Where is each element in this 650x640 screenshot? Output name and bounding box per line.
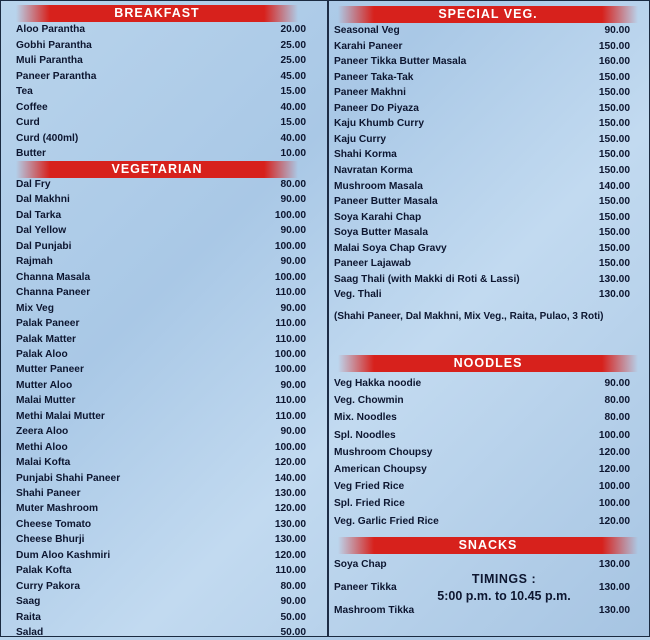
menu-item-row	[8, 501, 308, 516]
left-column	[8, 0, 308, 637]
menu-item-row	[334, 514, 632, 529]
menu-item-price: 160.00	[598, 56, 630, 68]
menu-item-row	[334, 85, 632, 100]
menu-item-price: 140.00	[274, 472, 306, 484]
menu-item-row	[334, 54, 632, 69]
menu-item-name: Methi Malai Mutter	[16, 410, 105, 422]
column-divider	[327, 0, 329, 637]
menu-item-row	[8, 53, 308, 68]
menu-item-name: Dal Tarka	[16, 209, 62, 221]
menu-item-price: 130.00	[274, 534, 306, 546]
menu-item-name: Dal Fry	[16, 179, 51, 190]
menu-item-name: Cheese Tomato	[16, 518, 92, 530]
menu-item-price: 120.00	[598, 464, 630, 475]
menu-item-row	[334, 272, 632, 287]
menu-item-price: 40.00	[280, 132, 306, 144]
menu-item-row	[334, 163, 632, 178]
menu-item-row	[334, 194, 632, 209]
menu-item-row	[8, 548, 308, 563]
menu-item-name: Paneer Tikka	[334, 582, 397, 593]
menu-item-price: 90.00	[280, 596, 306, 608]
menu-item-price: 50.00	[280, 611, 306, 623]
menu-item-price: 130.00	[598, 605, 630, 616]
menu-item-price: 130.00	[598, 273, 630, 285]
menu-item-name: Rajmah	[16, 256, 53, 268]
menu-item-name: Karahi Paneer	[334, 40, 403, 52]
menu-item-row	[8, 146, 308, 161]
menu-item-row	[8, 270, 308, 285]
menu-item-row	[334, 70, 632, 85]
menu-item-name: Soya Butter Masala	[334, 227, 428, 239]
timings-block	[424, 572, 584, 603]
menu-item-name: Palak Paneer	[16, 318, 80, 330]
menu-item-row	[8, 579, 308, 594]
menu-item-name: Shahi Paneer	[16, 488, 81, 499]
menu-item-name: Punjabi Shahi Paneer	[16, 472, 121, 484]
menu-item-row	[8, 69, 308, 84]
menu-item-price: 150.00	[598, 196, 630, 208]
menu-item-name: Malai Mutter	[16, 395, 76, 407]
menu-item-name: Soya Chap	[334, 559, 387, 570]
menu-item-price: 150.00	[598, 71, 630, 83]
menu-item-row	[8, 177, 308, 192]
menu-item-row	[8, 471, 308, 486]
menu-item-name: Salad	[16, 627, 44, 639]
menu-item-row	[8, 316, 308, 331]
menu-item-row	[8, 301, 308, 316]
menu-item-price: 100.00	[274, 364, 306, 376]
timings-label: TIMINGS :	[471, 572, 537, 586]
menu-item-name: Paneer Parantha	[16, 70, 97, 82]
noodles-banner: NOODLES	[338, 355, 638, 372]
menu-item-name: Seasonal Veg	[334, 25, 400, 36]
menu-item-name: Tea	[16, 86, 33, 97]
menu-item-price: 150.00	[598, 164, 630, 176]
menu-item-price: 90.00	[280, 426, 306, 438]
menu-item-name: Paneer Butter Masala	[334, 196, 438, 208]
breakfast-banner: BREAKFAST	[16, 5, 298, 22]
menu-item-name: Mix. Noodles	[334, 412, 397, 424]
menu-item-price: 150.00	[598, 118, 630, 130]
menu-item-name: Dal Makhni	[16, 194, 70, 206]
menu-item-price: 100.00	[598, 498, 630, 510]
menu-item-name: Dal Yellow	[16, 225, 67, 237]
menu-item-row	[334, 410, 632, 425]
menu-item-name: Veg Hakka noodie	[334, 378, 422, 389]
menu-item-price: 100.00	[274, 209, 306, 221]
menu-item-row	[8, 100, 308, 115]
menu-item-name: Channa Masala	[16, 271, 91, 283]
menu-item-row	[334, 496, 632, 511]
menu-item-name: Mutter Paneer	[16, 364, 84, 376]
menu-item-name: Mushroom Choupsy	[334, 446, 433, 458]
menu-item-row	[8, 332, 308, 347]
menu-item-name: Palak Aloo	[16, 348, 68, 360]
menu-item-name: Paneer Taka-Tak	[334, 71, 414, 83]
menu-item-price: 100.00	[274, 348, 306, 360]
menu-item-name: Veg. Chowmin	[334, 395, 404, 407]
menu-item-row	[334, 462, 632, 477]
menu-item-row	[334, 179, 632, 194]
menu-item-price: 130.00	[274, 518, 306, 530]
menu-item-row	[334, 23, 632, 38]
menu-item-name: Coffee	[16, 101, 48, 113]
menu-item-row	[8, 532, 308, 547]
menu-item-price: 150.00	[598, 40, 630, 52]
menu-item-name: Curd (400ml)	[16, 132, 79, 144]
menu-item-price: 130.00	[274, 488, 306, 499]
menu-item-price: 120.00	[274, 503, 306, 515]
menu-item-price: 150.00	[598, 227, 630, 239]
menu-item-row	[334, 225, 632, 240]
menu-item-name: Spl. Noodles	[334, 429, 396, 441]
menu-item-row	[8, 254, 308, 269]
menu-item-row	[8, 192, 308, 207]
menu-item-price: 110.00	[275, 565, 306, 577]
snacks-banner: SNACKS	[338, 537, 638, 554]
menu-item-price: 90.00	[280, 379, 306, 391]
menu-item-name: Saag Thali (with Makki di Roti & Lassi)	[334, 273, 520, 285]
menu-item-name: Cheese Bhurji	[16, 534, 85, 546]
menu-item-name: Malai Kofta	[16, 457, 71, 469]
menu-item-name: Veg. Garlic Fried Rice	[334, 515, 439, 527]
menu-item-row	[8, 455, 308, 470]
menu-item-row	[334, 256, 632, 271]
menu-item-price: 45.00	[280, 70, 306, 82]
menu-item-name: Palak Matter	[16, 333, 77, 345]
menu-item-row	[8, 223, 308, 238]
menu-item-price: 90.00	[280, 225, 306, 237]
menu-item-row	[8, 362, 308, 377]
menu-item-name: Dum Aloo Kashmiri	[16, 549, 111, 561]
menu-item-price: 90.00	[604, 25, 630, 36]
menu-item-price: 110.00	[275, 318, 306, 330]
menu-item-name: Butter	[16, 148, 46, 159]
menu-item-name: Dal Punjabi	[16, 240, 72, 252]
right-column	[334, 0, 632, 637]
menu-item-row	[8, 594, 308, 609]
menu-item-price: 80.00	[280, 179, 306, 190]
menu-item-price: 25.00	[280, 39, 306, 51]
menu-item-row	[334, 147, 632, 162]
menu-item-price: 100.00	[274, 240, 306, 252]
menu-item-name: Paneer Lajawab	[334, 258, 412, 270]
menu-item-row	[334, 101, 632, 116]
menu-item-row	[334, 428, 632, 443]
menu-item-price: 100.00	[274, 441, 306, 453]
menu-item-price: 110.00	[275, 333, 306, 345]
menu-item-row	[8, 625, 308, 640]
menu-item-row	[334, 603, 632, 618]
menu-item-price: 100.00	[274, 271, 306, 283]
menu-item-price: 10.00	[280, 148, 306, 159]
menu-item-name: Paneer Makhni	[334, 87, 406, 99]
menu-item-row	[334, 116, 632, 131]
thali-note: (Shahi Paneer, Dal Makhni, Mix Veg., Raita, Pulao, 3 Roti)	[334, 311, 604, 322]
menu-item-name: Paneer Do Piyaza	[334, 102, 419, 114]
menu-item-row	[334, 557, 632, 572]
menu-item-name: Soya Karahi Chap	[334, 211, 422, 223]
menu-item-price: 120.00	[274, 549, 306, 561]
menu-item-price: 130.00	[598, 582, 630, 593]
menu-item-price: 15.00	[280, 86, 306, 97]
menu-item-row	[8, 610, 308, 625]
menu-item-price: 90.00	[604, 378, 630, 389]
menu-item-row	[334, 393, 632, 408]
menu-item-price: 150.00	[598, 149, 630, 161]
menu-item-row	[8, 115, 308, 130]
menu-item-price: 100.00	[598, 429, 630, 441]
menu-item-price: 80.00	[604, 412, 630, 424]
menu-item-name: Navratan Korma	[334, 164, 413, 176]
menu-item-row	[8, 393, 308, 408]
vegetarian-banner: VEGETARIAN	[16, 161, 298, 178]
menu-item-row	[8, 563, 308, 578]
menu-item-name: Paneer Tikka Butter Masala	[334, 56, 467, 68]
menu-item-name: Kaju Curry	[334, 133, 387, 145]
menu-item-price: 150.00	[598, 258, 630, 270]
menu-item-row	[8, 22, 308, 37]
menu-item-name: Muli Parantha	[16, 55, 83, 66]
menu-item-name: Muter Mashroom	[16, 503, 99, 515]
menu-item-name: Curry Pakora	[16, 580, 80, 592]
menu-item-price: 110.00	[275, 395, 306, 407]
menu-item-row	[8, 347, 308, 362]
menu-item-price: 150.00	[598, 133, 630, 145]
menu-item-row	[8, 285, 308, 300]
menu-item-row	[8, 517, 308, 532]
menu-item-price: 150.00	[598, 242, 630, 254]
menu-item-row	[334, 210, 632, 225]
menu-item-price: 120.00	[598, 515, 630, 527]
menu-item-price: 110.00	[275, 410, 306, 422]
menu-item-name: Saag	[16, 596, 41, 608]
menu-item-row	[8, 424, 308, 439]
menu-item-row	[8, 131, 308, 146]
menu-item-name: Veg Fried Rice	[334, 481, 405, 493]
menu-item-price: 25.00	[280, 55, 306, 66]
menu-item-price: 130.00	[598, 559, 630, 570]
menu-item-row	[8, 378, 308, 393]
menu-item-row	[8, 486, 308, 501]
menu-item-row	[334, 241, 632, 256]
menu-item-price: 80.00	[280, 580, 306, 592]
menu-item-name: Palak Kofta	[16, 565, 72, 577]
menu-item-name: Shahi Korma	[334, 149, 397, 161]
menu-item-name: American Choupsy	[334, 464, 427, 475]
menu-item-name: Raita	[16, 611, 41, 623]
menu-item-price: 100.00	[598, 481, 630, 493]
special-veg-banner: SPECIAL VEG.	[338, 6, 638, 23]
menu-item-row	[8, 440, 308, 455]
menu-item-row	[8, 239, 308, 254]
menu-item-name: Malai Soya Chap Gravy	[334, 242, 447, 254]
menu-item-price: 80.00	[604, 395, 630, 407]
menu-item-price: 50.00	[280, 627, 306, 639]
menu-item-price: 120.00	[598, 446, 630, 458]
menu-item-name: Veg. Thali	[334, 289, 382, 301]
menu-item-row	[8, 84, 308, 99]
menu-item-row	[8, 208, 308, 223]
menu-item-name: Aloo Parantha	[16, 24, 86, 35]
menu-item-price: 130.00	[598, 289, 630, 301]
menu-item-price: 90.00	[280, 194, 306, 206]
menu-item-name: Spl. Fried Rice	[334, 498, 405, 510]
menu-item-price: 150.00	[598, 211, 630, 223]
menu-item-price: 40.00	[280, 101, 306, 113]
menu-item-name: Channa Paneer	[16, 287, 91, 299]
menu-item-name: Mashroom Tikka	[334, 605, 415, 616]
menu-item-row	[334, 287, 632, 302]
menu-item-row	[8, 409, 308, 424]
menu-item-price: 15.00	[280, 117, 306, 128]
menu-item-price: 90.00	[280, 302, 306, 314]
menu-item-price: 150.00	[598, 87, 630, 99]
menu-item-name: Mutter Aloo	[16, 379, 73, 391]
menu-item-row	[334, 132, 632, 147]
menu-item-row	[8, 38, 308, 53]
menu-item-name: Curd	[16, 117, 40, 128]
menu-item-name: Mix Veg	[16, 302, 54, 314]
menu-item-row	[334, 445, 632, 460]
timings-hours: 5:00 p.m. to 10.45 p.m.	[437, 589, 571, 603]
menu-item-name: Gobhi Parantha	[16, 39, 92, 51]
menu-item-price: 90.00	[280, 256, 306, 268]
menu-item-price: 140.00	[598, 180, 630, 192]
menu-item-price: 20.00	[280, 24, 306, 35]
menu-item-row	[334, 479, 632, 494]
menu-item-name: Kaju Khumb Curry	[334, 118, 424, 130]
menu-item-name: Methi Aloo	[16, 441, 68, 453]
menu-item-price: 150.00	[598, 102, 630, 114]
menu-item-name: Mushroom Masala	[334, 180, 423, 192]
menu-item-name: Zeera Aloo	[16, 426, 69, 438]
menu-item-row	[334, 376, 632, 391]
menu-item-price: 120.00	[274, 457, 306, 469]
menu-item-price: 110.00	[275, 287, 306, 299]
menu-item-row	[334, 39, 632, 54]
